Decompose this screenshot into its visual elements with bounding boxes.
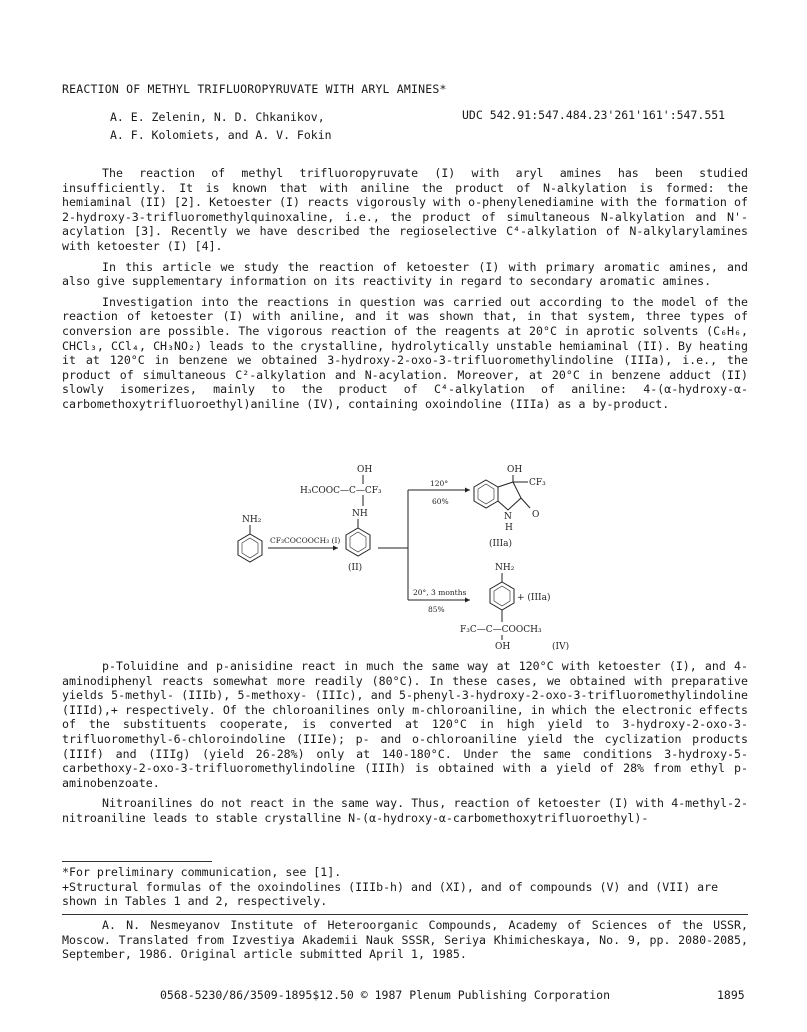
pyrrolidone-ring bbox=[498, 482, 521, 510]
yield-bottom: 85% bbox=[428, 605, 445, 614]
nh2-label-left: NH₂ bbox=[242, 515, 262, 525]
oh-label-iiia: OH bbox=[507, 465, 523, 475]
label-iv: (IV) bbox=[552, 642, 570, 650]
author-list bbox=[110, 108, 332, 144]
nh2-label-right: NH₂ bbox=[495, 563, 515, 573]
paragraph-1: The reaction of methyl trifluoropyruvate (I) with aryl amines has been studied insufficiently. It is known that with aniline the product of N-alkylation is formed: the hemiaminal (II) [2]. Ketoester (I) reacts vigorously with o-phenylenediamine with the formation of 2-hydroxy-3-trifluoromethylquinoxaline, i.e., the product of simultaneous N-alkylation and N'-acylation [3]. Recently we have described the regioselective C⁴-alkylation of N-alkylarylamines with ketoester (I) [4]. bbox=[62, 166, 748, 253]
paragraph-4: p-Toluidine and p-anisidine react in much the same way at 120°C with ketoester (I), and 4-aminodiphenyl reacts somewhat more readily (80°C). In these cases, we obtained with preparative yields 5-methyl- (IIIb), 5-methoxy- (IIIc), and 5-phenyl-3-hydroxy-2-oxo-3-trifluoromethylindoline (IIId),+ respectively. Of the chloroanilines only m-chloroaniline, in which the electronic effects of the substituents cooperate, is converted at 120°C in high yield to 3-hydroxy-2-oxo-3-trifluoromethyl-6-chloroindoline (IIIe); p- and o-chloroaniline yield the cyclization products (IIIf) and (IIIg) (yield 26-28%) only at 140-180°C. Under the same conditions 3-hydroxy-5-carbethoxy-2-oxo-3-trifluoromethylindoline (IIIh) is obtained with a yield of 28% from ethyl p-aminobenzoate. bbox=[62, 659, 748, 790]
body-text-top bbox=[62, 166, 748, 418]
oh-label-ii: OH bbox=[357, 465, 373, 475]
footer-code: 0568-5230/86/3509-1895$12.50 © 1987 Plenum Publishing Corporation bbox=[160, 988, 611, 1002]
yield-top: 60% bbox=[432, 497, 449, 506]
paragraph-2: In this article we study the reaction of ketoester (I) with primary aromatic amines, and also give supplementary information on its reactivity in regard to secondary aromatic amines. bbox=[62, 259, 748, 289]
reaction-scheme bbox=[230, 462, 590, 650]
footnotes bbox=[62, 865, 748, 909]
o-label: O bbox=[532, 510, 540, 520]
body-text-bottom bbox=[62, 659, 748, 832]
n-label: N bbox=[504, 512, 512, 522]
footnote-star: *For preliminary communication, see [1]. bbox=[62, 865, 342, 879]
affiliation-divider bbox=[62, 914, 748, 915]
f3c-label: F₃C—C—COOCH₃ bbox=[460, 625, 542, 635]
reagent-label: CF₃COCOOCH₃ (I) bbox=[270, 536, 341, 545]
author-line-1: A. E. Zelenin, N. D. Chkanikov, bbox=[110, 110, 325, 124]
label-ii: (II) bbox=[348, 563, 363, 573]
author-line-2: A. F. Kolomiets, and A. V. Fokin bbox=[110, 128, 332, 142]
condition-bottom: 20°, 3 months bbox=[413, 588, 467, 597]
affiliation-block bbox=[62, 918, 748, 962]
condition-top: 120° bbox=[430, 479, 449, 488]
paragraph-5: Nitroanilines do not react in the same way. Thus, reaction of ketoester (I) with 4-methyl-2-nitroaniline leads to stable crystalline N-(α-hydroxy-α-carbomethoxytrifluoroethyl)- bbox=[62, 796, 748, 825]
plus-iiia-label: + (IIIa) bbox=[517, 593, 551, 603]
h-label: H bbox=[505, 523, 513, 533]
page-number: 1895 bbox=[717, 988, 745, 1002]
nh-label: NH bbox=[352, 509, 368, 519]
label-iiia: (IIIa) bbox=[489, 539, 513, 549]
oh-label-iv: OH bbox=[495, 642, 511, 650]
footnote-plus: +Structural formulas of the oxoindolines (IIIb-h) and (XI), and of compounds (V) and (VII) are shown in Tables 1 and 2, respectively. bbox=[62, 879, 719, 909]
cf3-label: CF₃ bbox=[529, 478, 546, 488]
paragraph-3: Investigation into the reactions in question was carried out according to the model of the reaction of ketoester (I) with aniline, and it was shown that, in that system, three types of conversion are possible. The vigorous reaction of the reagents at 20°C in aprotic solvents (C₆H₆, CHCl₃, CCl₄, CH₃NO₂) leads to the crystalline, hydrolytically unstable hemiaminal (II). By heating it at 120°C in benzene we obtained 3-hydroxy-2-oxo-3-trifluoromethylindoline (IIIa), i.e., the product of simultaneous C²-alkylation and N-acylation. Moreover, at 20°C in benzene adduct (II) slowly isomerizes, mainly to the product of C⁴-alkylation of aniline: 4-(α-hydroxy-α-carbomethoxytrifluoroethyl)aniline (IV), containing oxoindoline (IIIa) as a by-product. bbox=[62, 294, 748, 411]
h3cooc-label: H₃COOC—C—CF₃ bbox=[300, 486, 382, 496]
paper-title: REACTION OF METHYL TRIFLUOROPYRUVATE WITH ARYL AMINES* bbox=[62, 82, 447, 96]
affiliation-text: A. N. Nesmeyanov Institute of Heteroorganic Compounds, Academy of Sciences of the USSR, Moscow. Translated from Izvestiya Akademii Nauk SSSR, Seriya Khimicheskaya, No. 9, pp. 2080-2085, September, 1986. Original article submitted April 1, 1985. bbox=[62, 918, 748, 962]
udc-code: UDC 542.91:547.484.23'261'161':547.551 bbox=[462, 108, 726, 122]
footnote-divider bbox=[62, 861, 212, 862]
